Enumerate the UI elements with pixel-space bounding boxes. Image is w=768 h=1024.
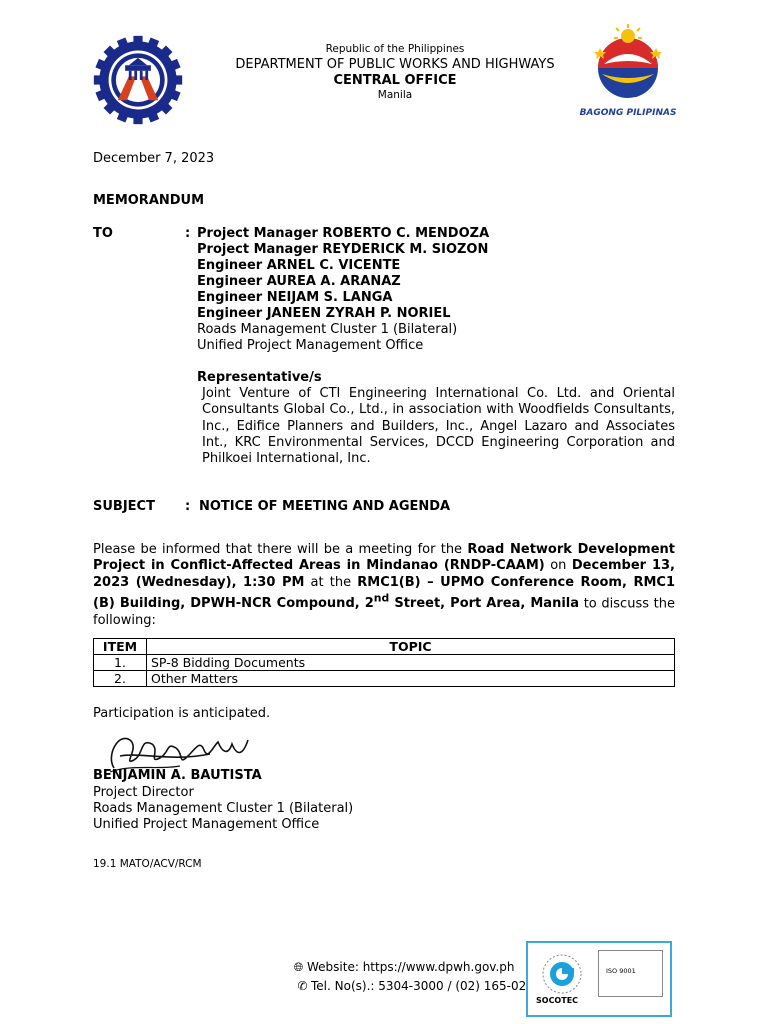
- office-name: CENTRAL OFFICE: [333, 73, 457, 88]
- table-row: [94, 671, 675, 687]
- item-topic: Other Matters: [147, 671, 675, 687]
- recipient: Project Manager ROBERTO C. MENDOZA: [197, 226, 490, 241]
- recipient: Engineer ARNEL C. VICENTE: [197, 258, 401, 273]
- office-city: Manila: [377, 89, 413, 101]
- representatives-text: Joint Venture of CTI Engineering International Co. Ltd. and Oriental Consultants Global Co., Ltd., in association with Woodfields Consultants, Inc., Edifice Planners and Builders, Inc., Angel Lazaro and Associates Int., KRC Environmental Services, DCCD Engineering Corporation and Philkoei International, Inc.: [202, 386, 675, 467]
- footer-website: [292, 960, 515, 975]
- meeting-venue: RMC1(B) – UPMO Conference Room, RMC1 (B) Building, DPWH-NCR Compound, 2nd Street, Port Area, Manila: [93, 574, 675, 612]
- republic-line: Republic of the Philippines: [325, 43, 465, 55]
- recipient: Engineer AUREA A. ARANAZ: [197, 274, 401, 289]
- ordinal-suffix: nd: [373, 591, 390, 605]
- recipient-list: [197, 226, 677, 354]
- representatives-heading: Representative/s: [197, 370, 322, 385]
- subject-text: NOTICE OF MEETING AND AGENDA: [199, 499, 451, 514]
- body-text: Please be informed that there will be a meeting for the: [93, 542, 468, 557]
- phone-text: Tel. No(s).: 5304-3000 / (02) 165-02: [311, 979, 527, 993]
- bagong-pilipinas-wordmark: BAGONG PILIPINAS: [579, 108, 677, 118]
- certifier-name: SOCOTEC: [536, 996, 579, 1005]
- recipient-unit: Roads Management Cluster 1 (Bilateral): [197, 322, 458, 337]
- signatory-unit: Roads Management Cluster 1 (Bilateral): [93, 801, 354, 816]
- bagong-pilipinas-logo: [578, 24, 678, 102]
- subject-colon: :: [185, 499, 191, 514]
- body-text: to discuss the following:: [93, 596, 675, 628]
- item-number: 1.: [94, 655, 147, 671]
- recipient: Project Manager REYDERICK M. SIOZON: [197, 242, 489, 257]
- body-text: on: [544, 558, 572, 574]
- item-number: 2.: [94, 671, 147, 687]
- memo-date: December 7, 2023: [93, 151, 215, 166]
- closing-line: Participation is anticipated.: [93, 706, 271, 721]
- meeting-datetime: December 13, 2023 (Wednesday), 1:30 PM: [93, 558, 675, 590]
- project-name: Road Network Development Project in Conflict-Affected Areas in Mindanao (RNDP-CAAM): [93, 542, 675, 574]
- website-text: Website: https://www.dpwh.gov.ph: [307, 960, 515, 974]
- recipient-office: Unified Project Management Office: [197, 338, 424, 353]
- item-topic: SP-8 Bidding Documents: [147, 655, 675, 671]
- iso-label: ISO 9001: [606, 967, 636, 975]
- signatory-title: Project Director: [93, 785, 194, 800]
- body-paragraph: [93, 542, 675, 629]
- column-header-topic: TOPIC: [147, 639, 675, 655]
- column-header-item: ITEM: [94, 639, 147, 655]
- phone-icon: ✆: [297, 979, 308, 993]
- department-name: DEPARTMENT OF PUBLIC WORKS AND HIGHWAYS: [235, 57, 555, 72]
- memo-title: MEMORANDUM: [93, 193, 205, 208]
- table-row: [94, 655, 675, 671]
- body-text: at the: [304, 574, 358, 590]
- footer-phone: [296, 979, 526, 993]
- signatory-office: Unified Project Management Office: [93, 817, 320, 832]
- agenda-table: [93, 638, 675, 687]
- reference-initials: 19.1 MATO/ACV/RCM: [93, 858, 202, 870]
- dpwh-seal-logo: [92, 34, 184, 126]
- to-label: TO: [93, 226, 113, 241]
- table-header-row: [94, 639, 675, 655]
- globe-icon: 🌐︎: [293, 960, 304, 974]
- signatory-name: BENJAMIN A. BAUTISTA: [93, 768, 262, 783]
- recipient: Engineer NEIJAM S. LANGA: [197, 290, 393, 305]
- recipient: Engineer JANEEN ZYRAH P. NORIEL: [197, 306, 451, 321]
- subject-label: SUBJECT: [93, 499, 155, 514]
- to-colon: :: [185, 226, 191, 241]
- socotec-logo: [534, 952, 590, 1002]
